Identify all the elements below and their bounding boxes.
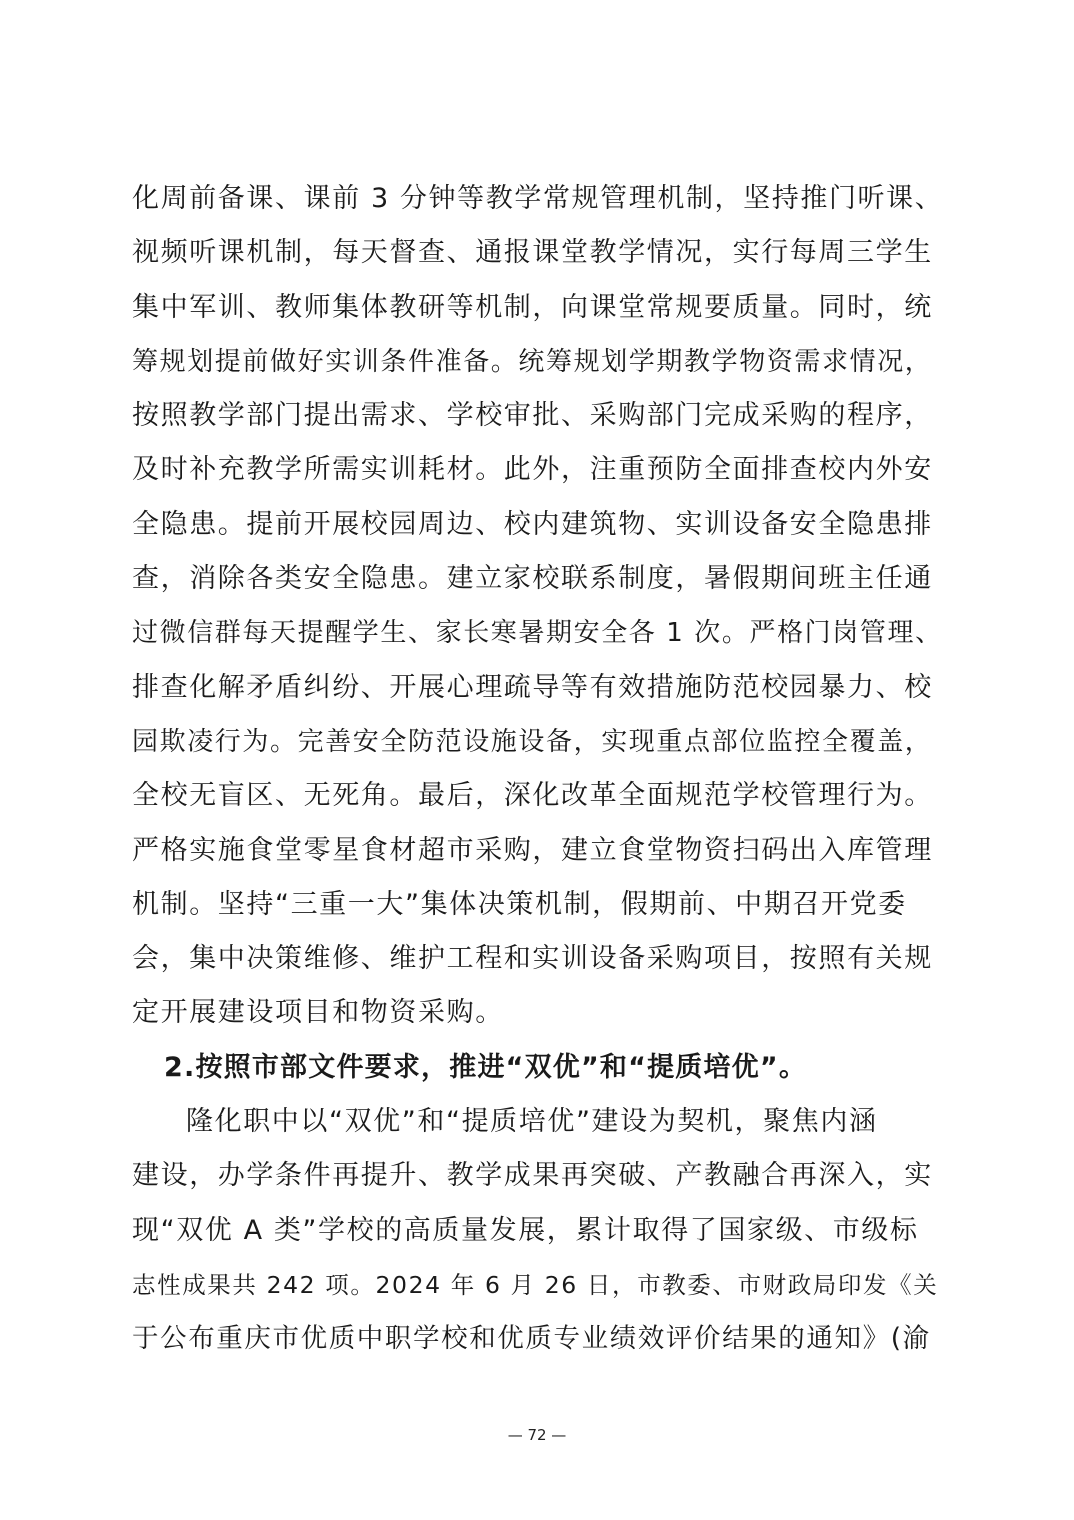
paragraph-line: 建设，办学条件再提升、教学成果再突破、产教融合再深入，实	[132, 1160, 933, 1192]
paragraph-line: 筹规划提前做好实训条件准备。统筹规划学期教学物资需求情况，	[132, 346, 933, 377]
paragraph-line: 化周前备课、课前 3 分钟等教学常规管理机制，坚持推门听课、	[132, 183, 944, 214]
paragraph-line: 按照教学部门提出需求、学校审批、采购部门完成采购的程序，	[132, 400, 933, 432]
paragraph-line: 严格实施食堂零星食材超市采购，建立食堂物资扫码出入库管理	[132, 834, 933, 866]
paragraph-line: 隆化职中以“双优”和“提质培优”建设为契机，聚焦内涵	[186, 1106, 878, 1138]
paragraph-line: 视频听课机制，每天督查、通报课堂教学情况，实行每周三学生	[132, 237, 933, 269]
paragraph-line: 及时补充教学所需实训耗材。此外，注重预防全面排查校内外安	[132, 454, 933, 486]
paragraph-line: 机制。坚持“三重一大”集体决策机制，假期前、中期召开党委	[132, 888, 907, 920]
paragraph-line: 会，集中决策维修、维护工程和实训设备采购项目，按照有关规	[132, 943, 933, 975]
paragraph-line: 全校无盲区、无死角。最后，深化改革全面规范学校管理行为。	[132, 780, 933, 812]
paragraph-line: 园欺凌行为。完善安全防范设施设备，实现重点部位监控全覆盖，	[132, 726, 933, 757]
paragraph-line: 定开展建设项目和物资采购。	[132, 997, 504, 1029]
paragraph-line: 于公布重庆市优质中职学校和优质专业绩效评价结果的通知》(渝	[132, 1323, 931, 1355]
paragraph-line: 集中军训、教师集体教研等机制，向课堂常规要质量。同时，统	[132, 291, 933, 323]
page-number: — 72 —	[507, 1426, 567, 1444]
paragraph-line: 过微信群每天提醒学生、家长寒暑期安全各 1 次。严格门岗管理、	[132, 618, 943, 649]
paragraph-line: 查，消除各类安全隐患。建立家校联系制度，暑假期间班主任通	[132, 563, 933, 595]
paragraph-line: 志性成果共 242 项。2024 年 6 月 26 日，市教委、市财政局印发《关	[132, 1270, 939, 1299]
paragraph-line: 排查化解矛盾纠纷、开展心理疏导等有效措施防范校园暴力、校	[132, 671, 933, 703]
section-heading: 2.按照市部文件要求，推进“双优”和“提质培优”。	[164, 1051, 808, 1083]
body-text	[132, 172, 944, 1367]
paragraph-line: 全隐患。提前开展校园周边、校内建筑物、实训设备安全隐患排	[132, 508, 933, 540]
paragraph-line: 现“双优 A 类”学校的高质量发展，累计取得了国家级、市级标	[132, 1214, 919, 1246]
